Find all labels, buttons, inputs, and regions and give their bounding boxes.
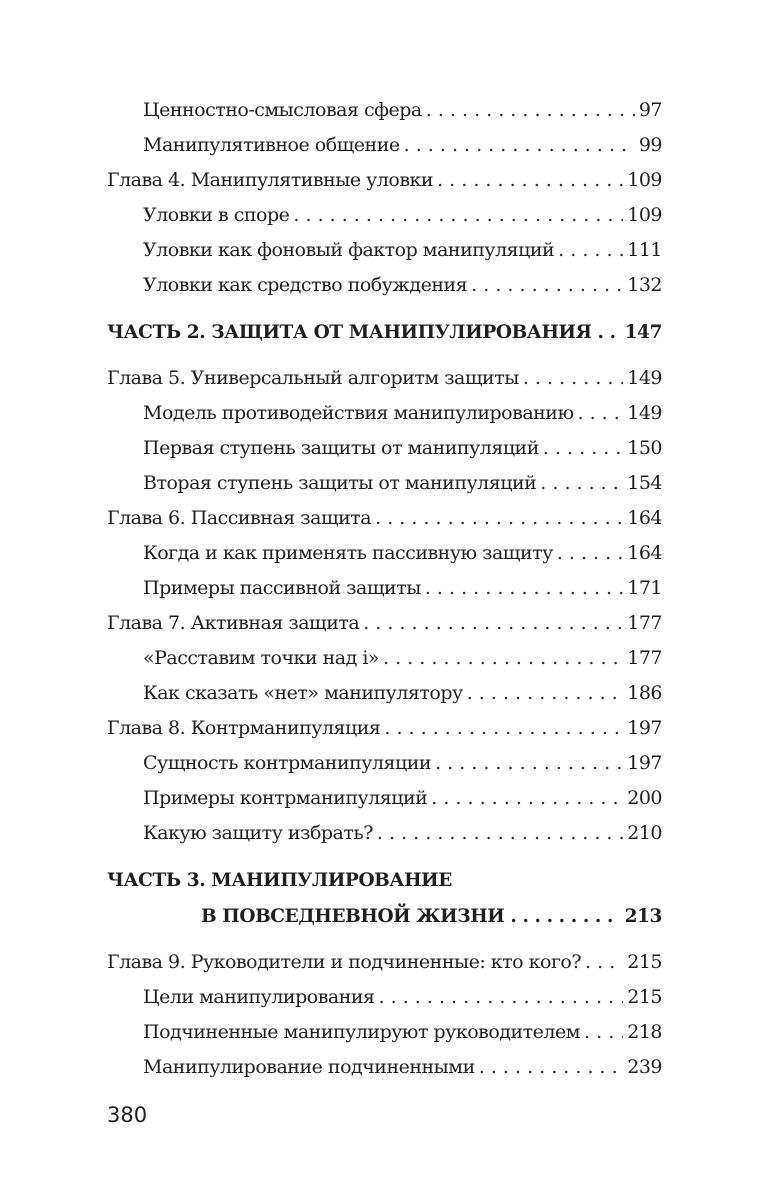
- part-page: 147: [624, 322, 662, 343]
- dot-leader: [437, 163, 623, 198]
- dot-leader: [557, 536, 623, 571]
- dot-leader: [425, 571, 623, 606]
- toc-chapter-entry[interactable]: [107, 711, 662, 746]
- entry-title: Первая ступень защиты от манипуляций: [143, 437, 539, 459]
- entry-title: Манипулирование подчиненными: [143, 1056, 475, 1078]
- entry-title: Как сказать «нет» манипулятору: [143, 682, 463, 704]
- entry-page: 177: [627, 647, 662, 669]
- entry-title: Глава 8. Контрманипуляция: [107, 717, 381, 739]
- page-number: 380: [107, 1103, 148, 1127]
- entry-page: 239: [627, 1056, 662, 1078]
- dot-leader: [471, 268, 623, 303]
- toc-block-part2: [107, 361, 662, 851]
- entry-title: Вторая ступень защиты от манипуляций: [143, 472, 537, 494]
- spacer: [107, 303, 662, 315]
- toc-section-entry[interactable]: [107, 466, 662, 501]
- entry-page: 149: [627, 402, 662, 424]
- dot-leader: [598, 315, 619, 351]
- dot-leader: [585, 945, 623, 980]
- entry-page: 186: [627, 682, 662, 704]
- entry-title: Глава 7. Активная защита: [107, 612, 360, 634]
- entry-page: 197: [627, 717, 662, 739]
- entry-title: Глава 9. Руководители и подчиненные: кто кого?: [107, 951, 582, 973]
- entry-title: Манипулятивное общение: [143, 134, 400, 156]
- dot-leader: [431, 781, 623, 816]
- toc-chapter-entry[interactable]: [107, 945, 662, 980]
- entry-page: 154: [627, 472, 662, 494]
- part-title-line1: ЧАСТЬ 3. МАНИПУЛИРОВАНИЕ: [107, 870, 452, 891]
- entry-title: Сущность контрманипуляции: [143, 752, 432, 774]
- toc-section-entry[interactable]: [107, 396, 662, 431]
- entry-page: 99: [638, 134, 662, 156]
- entry-page: 218: [627, 1021, 662, 1043]
- toc-section-entry[interactable]: [107, 128, 662, 163]
- dot-leader: [379, 980, 624, 1015]
- toc-section-entry[interactable]: [107, 1015, 662, 1050]
- toc-section-entry[interactable]: [107, 980, 662, 1015]
- toc-section-entry[interactable]: [107, 93, 662, 128]
- entry-title: Когда и как применять пассивную защиту: [143, 542, 553, 564]
- toc-section-entry[interactable]: [107, 816, 662, 851]
- entry-title: Цели манипулирования: [143, 986, 375, 1008]
- dot-leader: [377, 816, 623, 851]
- entry-page: 164: [627, 507, 662, 529]
- toc-section-entry[interactable]: [107, 676, 662, 711]
- part-title-line2-row: [107, 899, 662, 935]
- toc-section-entry[interactable]: [107, 536, 662, 571]
- entry-title: Какую защиту избрать?: [143, 822, 373, 844]
- entry-title: Уловки как фоновый фактор манипуляций: [143, 239, 555, 261]
- dot-leader: [523, 361, 623, 396]
- toc-chapter-entry[interactable]: [107, 361, 662, 396]
- dot-leader: [510, 899, 618, 935]
- table-of-contents: [107, 93, 662, 1085]
- entry-page: 111: [627, 239, 662, 261]
- entry-title: Ценностно-смысловая сфера: [143, 99, 422, 121]
- dot-leader: [584, 1015, 623, 1050]
- dot-leader: [383, 641, 623, 676]
- dot-leader: [578, 396, 624, 431]
- toc-part-3[interactable]: [107, 863, 662, 935]
- dot-leader: [479, 1050, 623, 1085]
- toc-section-entry[interactable]: [107, 1050, 662, 1085]
- entry-title: Уловки как средство побуждения: [143, 274, 468, 296]
- dot-leader: [363, 606, 623, 641]
- toc-part-2[interactable]: [107, 315, 662, 351]
- dot-leader: [540, 466, 623, 501]
- entry-title: Примеры пассивной защиты: [143, 577, 421, 599]
- toc-section-entry[interactable]: [107, 641, 662, 676]
- dot-leader: [558, 233, 623, 268]
- entry-page: 210: [627, 822, 662, 844]
- entry-page: 171: [627, 577, 662, 599]
- entry-page: 97: [638, 99, 662, 121]
- dot-leader: [467, 676, 624, 711]
- entry-page: 215: [627, 986, 662, 1008]
- entry-page: 177: [627, 612, 662, 634]
- toc-chapter-entry[interactable]: [107, 606, 662, 641]
- entry-title: Примеры контрманипуляций: [143, 787, 428, 809]
- entry-title: Уловки в споре: [143, 204, 290, 226]
- entry-title: Глава 6. Пассивная защита: [107, 507, 372, 529]
- entry-title: Глава 5. Универсальный алгоритм защиты: [107, 367, 519, 389]
- dot-leader: [293, 198, 623, 233]
- spacer: [107, 935, 662, 945]
- entry-page: 109: [627, 169, 662, 191]
- toc-section-entry[interactable]: [107, 571, 662, 606]
- entry-page: 164: [627, 542, 662, 564]
- dot-leader: [404, 128, 635, 163]
- entry-page: 109: [627, 204, 662, 226]
- entry-page: 215: [627, 951, 662, 973]
- toc-section-entry[interactable]: [107, 746, 662, 781]
- dot-leader: [543, 431, 623, 466]
- toc-chapter-entry[interactable]: [107, 163, 662, 198]
- dot-leader: [384, 711, 623, 746]
- entry-title: Модель противодействия манипулированию: [143, 402, 574, 424]
- dot-leader: [435, 746, 623, 781]
- toc-section-entry[interactable]: [107, 781, 662, 816]
- entry-page: 200: [627, 787, 662, 809]
- entry-page: 197: [627, 752, 662, 774]
- part-title-line2: В ПОВСЕДНЕВНОЙ ЖИЗНИ: [201, 906, 505, 927]
- toc-section-entry[interactable]: [107, 431, 662, 466]
- dot-leader: [426, 93, 635, 128]
- dot-leader: [375, 501, 623, 536]
- entry-page: 132: [627, 274, 662, 296]
- entry-title: Подчиненные манипулируют руководителем: [143, 1021, 581, 1043]
- toc-chapter-entry[interactable]: [107, 501, 662, 536]
- entry-page: 149: [627, 367, 662, 389]
- part-page: 213: [624, 906, 662, 927]
- toc-block-part1: [107, 93, 662, 303]
- toc-section-entry[interactable]: [107, 233, 662, 268]
- spacer: [107, 851, 662, 863]
- entry-title: Глава 4. Манипулятивные уловки: [107, 169, 434, 191]
- toc-section-entry[interactable]: [107, 198, 662, 233]
- toc-block-part3: [107, 945, 662, 1085]
- spacer: [107, 351, 662, 361]
- entry-title: «Расставим точки над i»: [143, 647, 380, 669]
- part-title: ЧАСТЬ 2. ЗАЩИТА ОТ МАНИПУЛИРОВАНИЯ: [107, 322, 592, 343]
- entry-page: 150: [627, 437, 662, 459]
- toc-section-entry[interactable]: [107, 268, 662, 303]
